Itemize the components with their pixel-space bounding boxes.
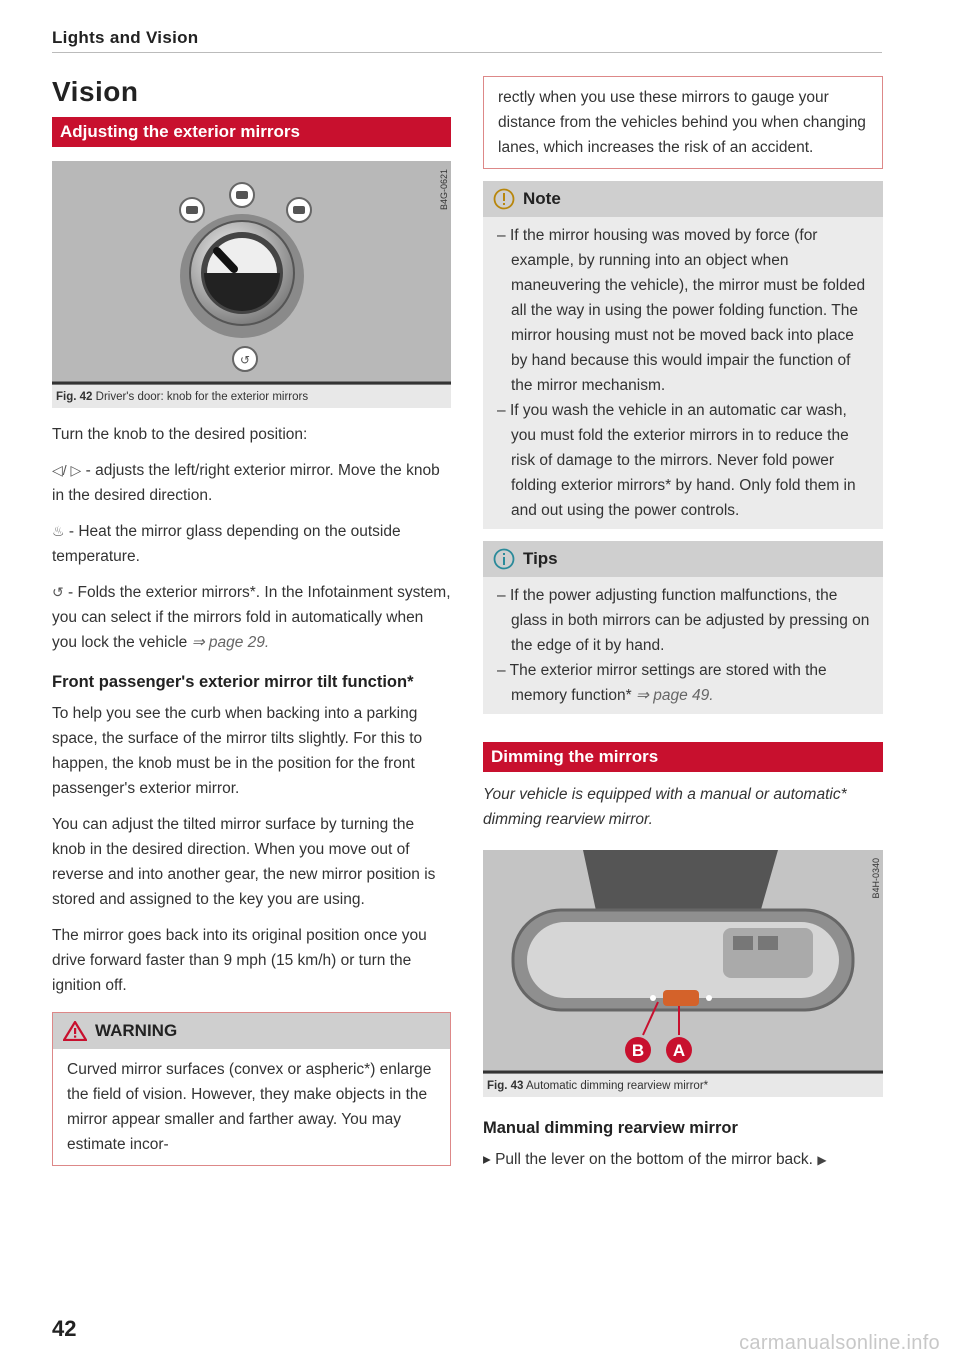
mirror-fold-icon: ↺ — [52, 584, 64, 600]
note-exclamation-icon — [493, 188, 515, 210]
page-number: 42 — [52, 1316, 77, 1341]
tips-item-1: – If the power adjusting function malfunctions, the glass in both mirrors can be adjusted by pressing on the edge of it by hand. — [497, 587, 870, 654]
mirror-heat-icon: ♨ — [52, 523, 65, 539]
para-left-right — [52, 458, 451, 508]
continue-arrow-icon: ▶ — [817, 1153, 827, 1167]
warning-header — [53, 1013, 450, 1049]
left-column — [52, 70, 451, 1166]
heading-passenger-tilt: Front passenger's exterior mirror tilt function* — [52, 673, 414, 691]
marker-b: B — [631, 1041, 645, 1060]
figure-42-caption-row — [52, 385, 451, 408]
rearview-mirror-illustration — [483, 850, 883, 1074]
note-item-1: – If the mirror housing was moved by force (for example, by running into an object when maneuvering the vehicle), the mirror must be folded all the way in using the power folding function. The mirror housing must not be moved back into place by hand because this would impair the function of the mirror mechanism. — [497, 227, 866, 394]
figure-43-caption-row — [483, 1074, 883, 1097]
section-heading-dimming: Dimming the mirrors — [483, 742, 883, 772]
tips-box — [483, 541, 883, 714]
figure-42 — [52, 161, 451, 408]
info-icon — [493, 548, 515, 570]
right-column — [483, 76, 883, 1184]
figure-43-label: Fig. 43 — [487, 1080, 524, 1092]
para-adjust-tilted: You can adjust the tilted mirror surface by turning the knob in the desired direction. When you move out of reverse and into another gear, the new mirror position is stored and assigned to the key you are using. — [52, 816, 436, 908]
page-title: Vision — [52, 76, 139, 107]
warning-triangle-icon — [63, 1021, 87, 1041]
note-box — [483, 181, 883, 529]
figure-43-caption: Automatic dimming rearview mirror* — [526, 1080, 709, 1092]
note-item-2: – If you wash the vehicle in an automatic car wash, you must fold the exterior mirrors in to reduce the risk of damage to the mirrors. Never fold power folding exterior mirrors* by hand. Only fold them in and out using the power controls. — [497, 402, 856, 519]
header-rule — [52, 52, 882, 53]
figure-43-code: B4H-0340 — [871, 858, 881, 899]
marker-a: A — [672, 1041, 686, 1060]
note-header — [483, 181, 883, 217]
tips-header — [483, 541, 883, 577]
step-pull-lever-text: ▸ Pull the lever on the bottom of the mirror back. — [483, 1151, 813, 1168]
figure-43-image — [483, 850, 883, 1074]
figure-42-caption: Driver's door: knob for the exterior mirrors — [95, 391, 309, 403]
figure-42-image — [52, 161, 451, 385]
warning-title: WARNING — [95, 1021, 178, 1040]
watermark: carmanualsonline.info — [739, 1332, 940, 1354]
figure-42-code: B4G-0621 — [439, 169, 449, 211]
tips-item-2-text: The exterior mirror settings are stored with the memory function* — [509, 662, 827, 704]
para-turn-knob: Turn the knob to the desired position: — [52, 426, 308, 443]
note-body — [483, 217, 883, 529]
tips-title: Tips — [523, 549, 558, 568]
page-29-link[interactable]: ⇒ page 29. — [191, 634, 270, 651]
tips-item-1-text: If the power adjusting function malfunctions, the glass in both mirrors can be adjusted by pressing on the edge of it by hand. — [509, 587, 870, 654]
section-heading-adjusting: Adjusting the exterior mirrors — [52, 117, 451, 147]
para-fold-text: - Folds the exterior mirrors*. In the Infotainment system, you can select if the mirrors fold in automatically when you lock the vehicle — [52, 584, 451, 651]
para-left-right-text: - adjusts the left/right exterior mirror. Move the knob in the desired direction. — [52, 462, 440, 504]
tips-body — [483, 577, 883, 714]
para-heat-text: - Heat the mirror glass depending on the outside temperature. — [52, 523, 401, 565]
note-item-2-text: If you wash the vehicle in an automatic car wash, you must fold the exterior mirrors in to reduce the risk of damage to the mirrors. Never fold power folding exterior mirrors* by hand. Only fold them in and out using the power controls. — [509, 402, 856, 519]
para-dimming-intro: Your vehicle is equipped with a manual or automatic* dimming rearview mirror. — [483, 786, 847, 828]
para-original-position: The mirror goes back into its original position once you drive forward faster than 9 mph (15 km/h) or turn the ignition off. — [52, 927, 427, 994]
mirror-left-right-icon: ◁/ ▷ — [52, 462, 82, 478]
para-heat — [52, 519, 451, 569]
warning-continued-box — [483, 76, 883, 169]
para-fold — [52, 580, 451, 655]
svg-text:↺: ↺ — [239, 353, 251, 367]
tips-item-2: – The exterior mirror settings are stored with the memory function* ⇒ page 49. — [497, 662, 827, 704]
page-49-link[interactable]: ⇒ page 49. — [635, 687, 714, 704]
warning-box — [52, 1012, 451, 1166]
heading-manual-dimming: Manual dimming rearview mirror — [483, 1119, 738, 1137]
note-title: Note — [523, 189, 561, 208]
para-curb: To help you see the curb when backing into a parking space, the surface of the mirror tilts slightly. For this to happen, the knob must be in the position for the front passenger's exterior mirror. — [52, 705, 423, 797]
figure-42-label: Fig. 42 — [56, 391, 93, 403]
step-pull-lever — [483, 1147, 883, 1173]
running-header: Lights and Vision — [52, 28, 199, 47]
figure-43 — [483, 850, 883, 1097]
note-item-1-text: If the mirror housing was moved by force (for example, by running into an object when maneuvering the vehicle), the mirror must be folded all the way in using the power folding function. The mirror housing must not be moved back into place by hand because this would impair the function of the mirror mechanism. — [509, 227, 866, 394]
warning-continued-text: rectly when you use these mirrors to gauge your distance from the vehicles behind you when changing lanes, which increases the risk of an accident. — [498, 89, 866, 156]
mirror-knob-illustration — [52, 161, 451, 385]
warning-body: Curved mirror surfaces (convex or aspheric*) enlarge the field of vision. However, they make objects in the mirror appear smaller and farther away. You may estimate incor- — [67, 1061, 432, 1153]
